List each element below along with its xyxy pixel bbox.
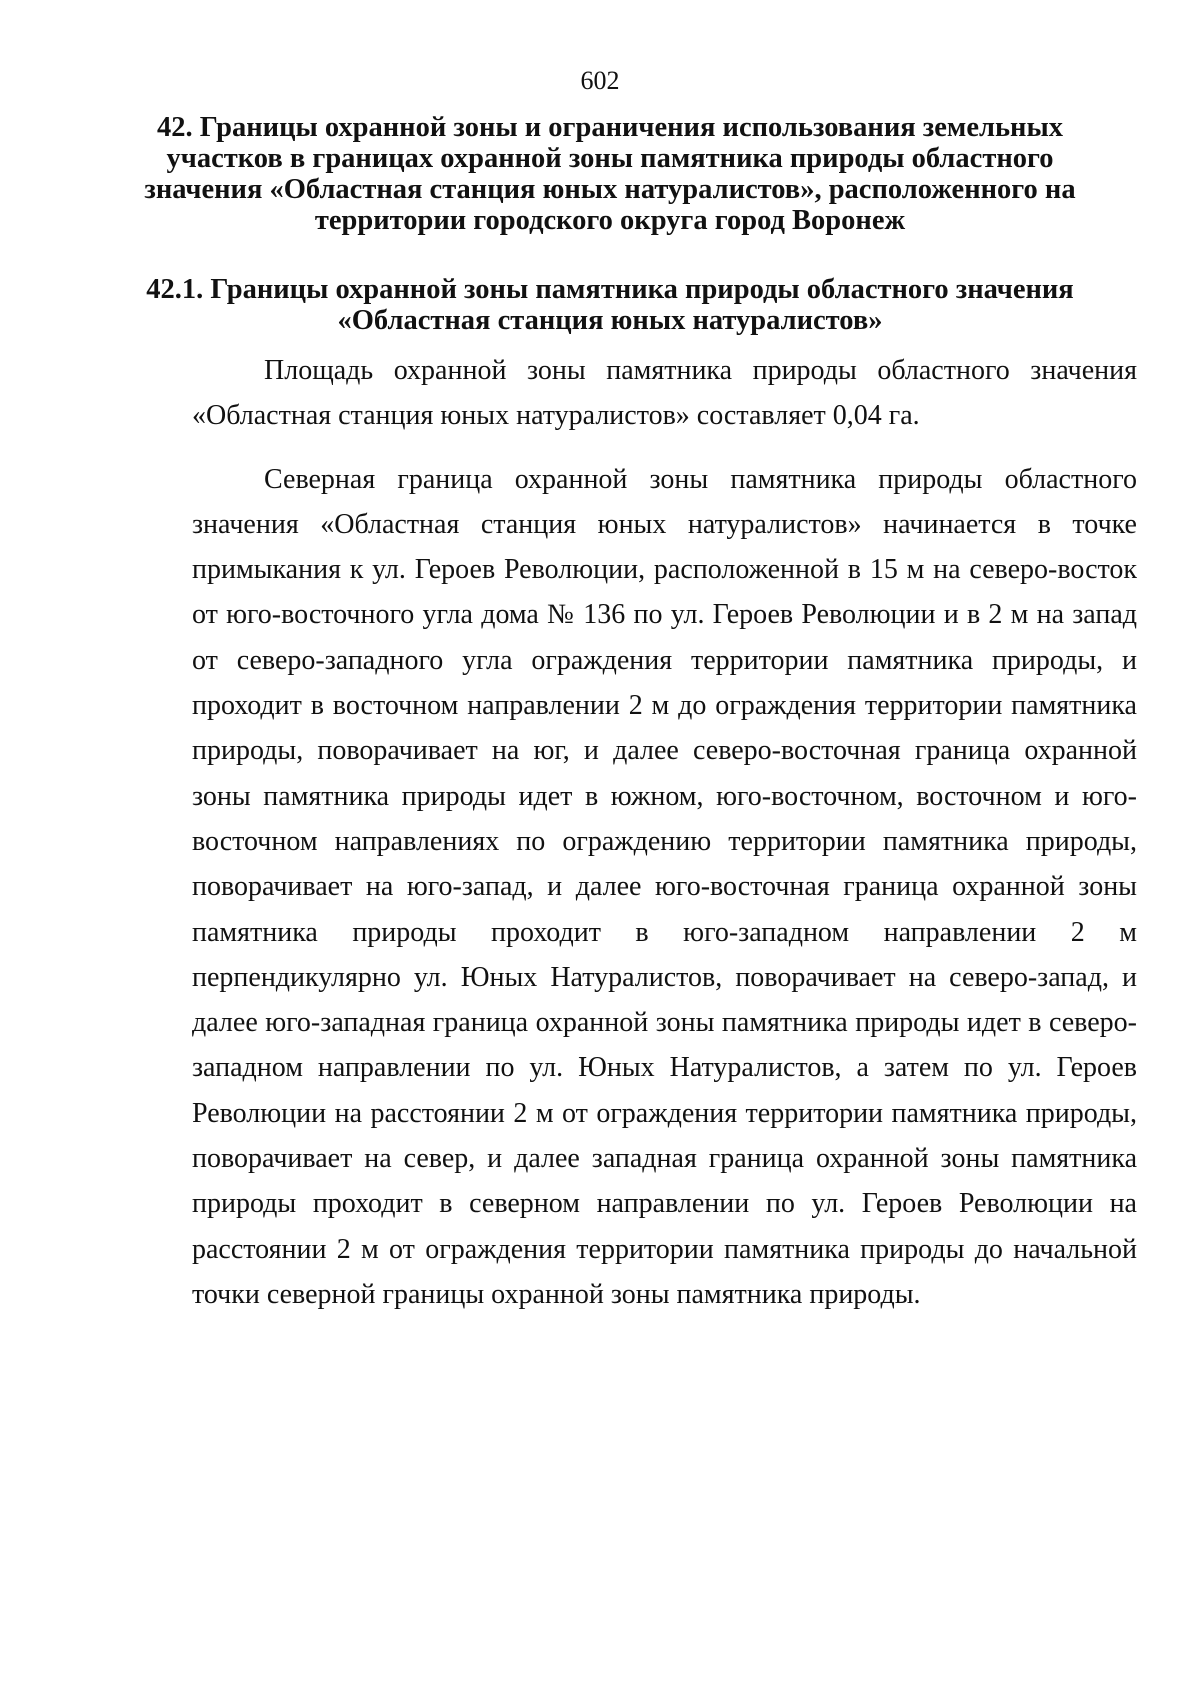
document-body bbox=[192, 348, 1137, 1317]
page-number: 602 bbox=[580, 66, 620, 95]
section-heading: 42. Границы охранной зоны и ограничения использования земельных участков в границах охранной зоны памятника природы областного значения «Областная станция юных натуралистов», расположенного на территории городского округа город Воронеж bbox=[144, 112, 1076, 236]
paragraph-area: Площадь охранной зоны памятника природы областного значения «Областная станция юных натуралистов» составляет 0,04 га. bbox=[192, 355, 1137, 432]
paragraph-north-boundary: Северная граница охранной зоны памятника природы областного значения «Областная станция юных натуралистов» начинается в точке примыкания к ул. Героев Революции, расположенной в 15 м на северо-восток от юго-восточного угла дома № 136 по ул. Героев Революции и в 2 м на запад от северо-западного угла ограждения территории памятника природы, и проходит в восточном направлении 2 м до ограждения территории памятника природы, поворачивает на юг, и далее северо-восточная граница охранной зоны памятника природы идет в южном, юго-восточном, восточном и юго-восточном направлениях по ограждению территории памятника природы, поворачивает на юго-запад, и далее юго-восточная граница охранной зоны памятника природы проходит в юго-западном направлении 2 м перпендикулярно ул. Юных Натуралистов, поворачивает на северо-запад, и далее юго-западная граница охранной зоны памятника природы идет в северо-западном направлении по ул. Юных Натуралистов, а затем по ул. Героев Революции на расстоянии 2 м от ограждения территории памятника природы, поворачивает на север, и далее западная граница охранной зоны памятника природы проходит в северном направлении по ул. Героев Революции на расстоянии 2 м от ограждения территории памятника природы до начальной точки северной границы охранной зоны памятника природы. bbox=[192, 463, 1137, 1310]
subsection-heading: 42.1. Границы охранной зоны памятника природы областного значения «Областная станция юных натуралистов» bbox=[146, 274, 1074, 336]
